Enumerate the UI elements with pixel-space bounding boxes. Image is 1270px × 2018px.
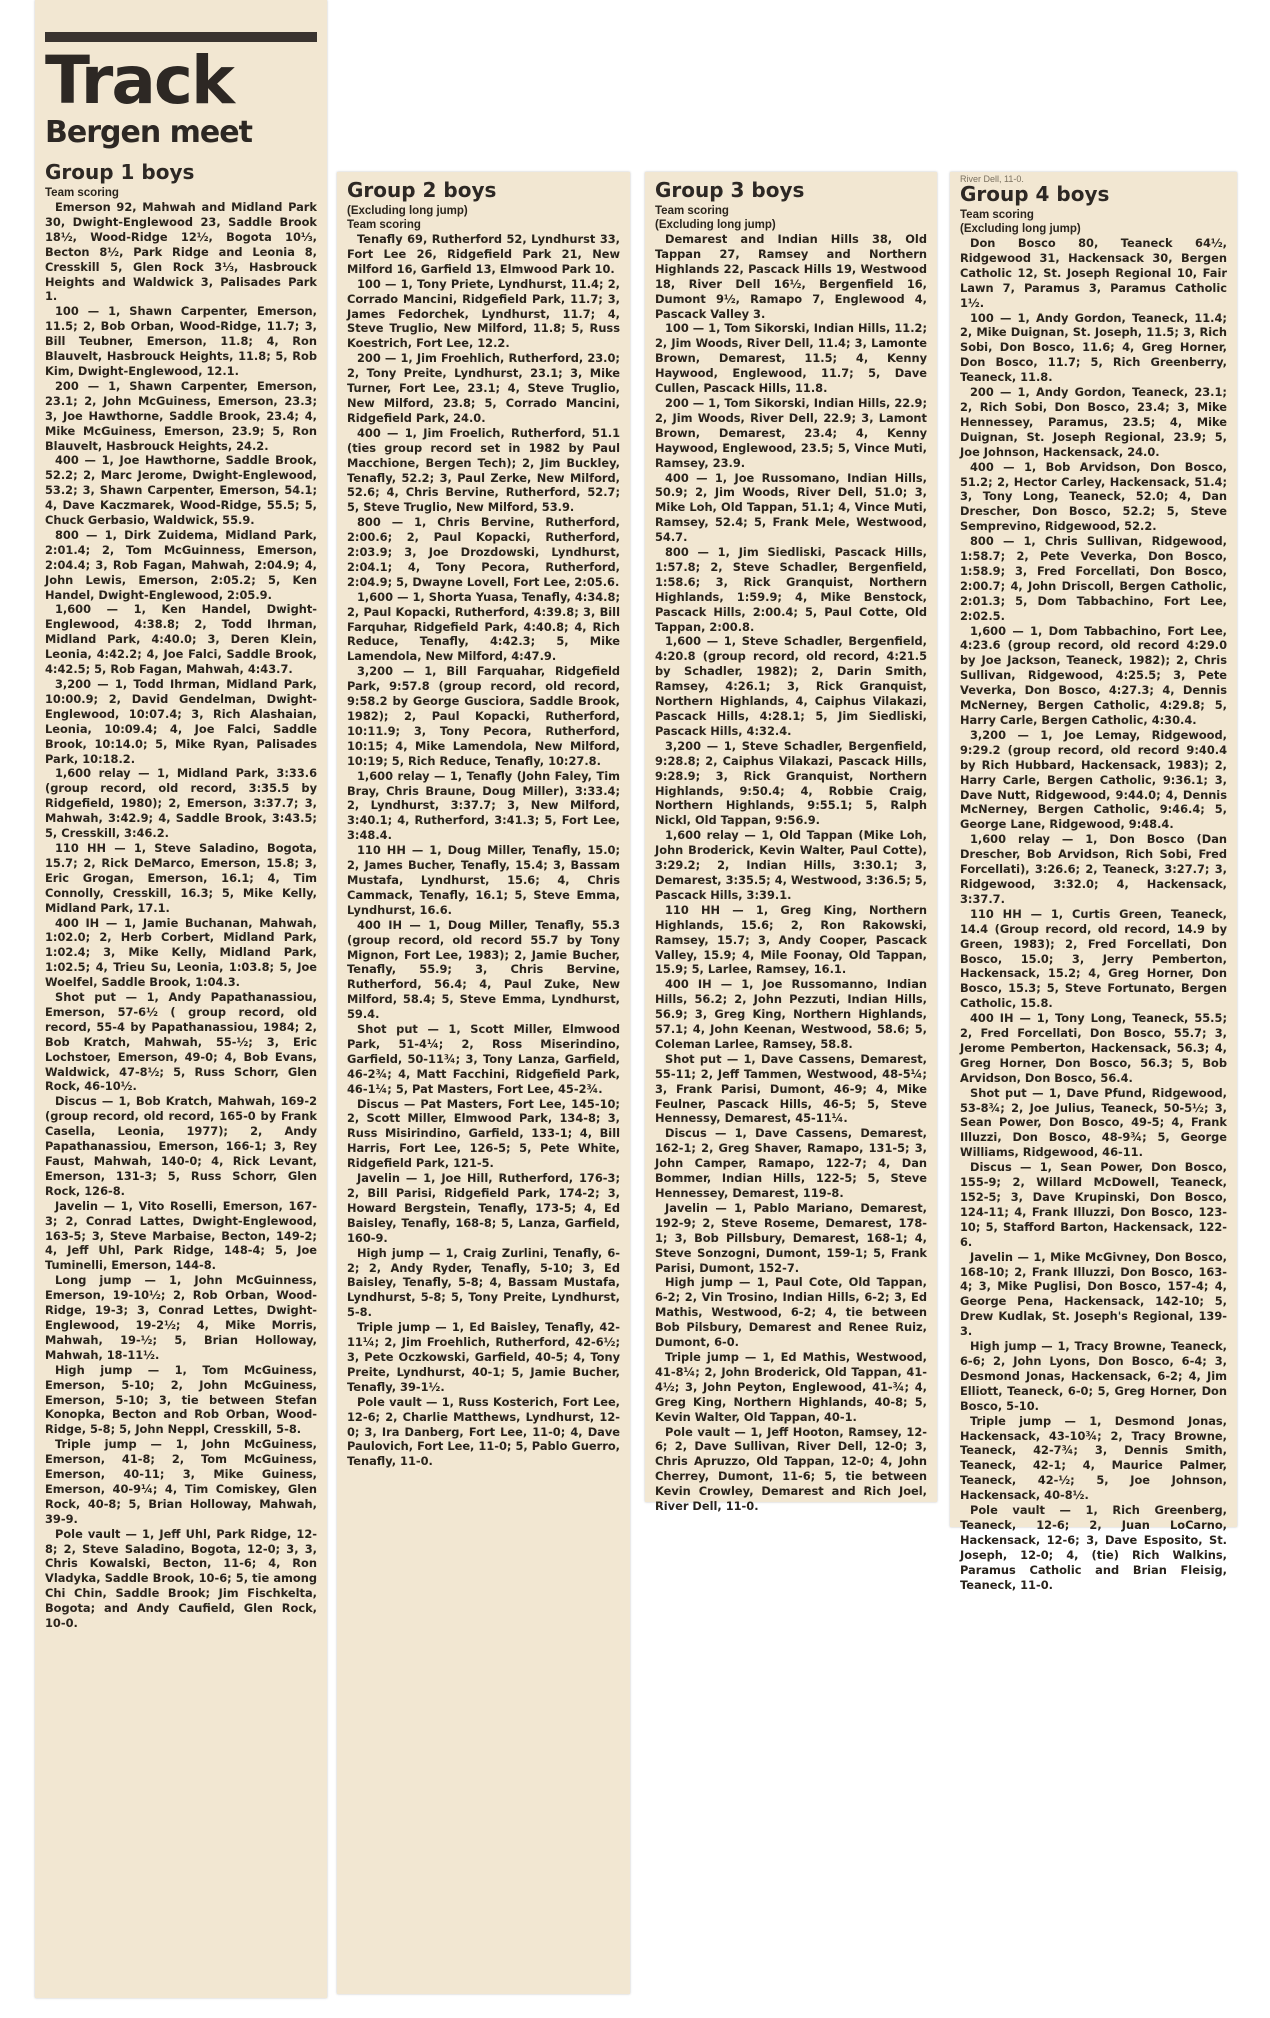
result-paragraph: Pole vault — 1, Rich Greenberg, Teaneck, 12-6; 2, Juan LoCarno, Hackensack, 12-6; 3, Dave Esposito, St. Joseph, 12-0; 4, (tie) Rich Walkins, Paramus Catholic and Brian Fleisig, Teaneck, 11-0. [960,1503,1227,1592]
result-paragraph: 3,200 — 1, Steve Schadler, Bergenfield, 9:28.8; 2, Caiphus Vilakazi, Pascack Hills, 9:28.9; 3, Rick Granquist, Northern Highlands, 9:50.4; 4, Robbie Craig, Northern Highlands, 9:55.1; 5, Ralph Nickl, Old Tappan, 9:56.9. [655,738,927,828]
result-paragraph: 1,600 relay — 1, Tenafly (John Faley, Tim Bray, Chris Braune, Doug Miller), 3:33.4; 2, Lyndhurst, 3:37.7; 3, New Milford, 3:40.1; 4, Rutherford, 3:41.3; 5, Fort Lee, 3:48.4. [347,768,620,843]
result-paragraph: Shot put — 1, Scott Miller, Elmwood Park, 51-4¼; 2, Ross Miserindino, Garfield, 50-11¾; 3, Tony Lanza, Garfield, 46-2¾; 4, Matt Facchini, Ridgefield Park, 46-1¼; 5, Pat Masters, Fort Lee, 45-2¾. [347,1022,620,1096]
clipping-group-3 [645,172,937,1514]
cut-off-fragment: River Dell, 11-0. [960,174,1024,184]
result-paragraph: 1,600 — 1, Steve Schadler, Bergenfield, 4:20.8 (group record, old record, 4:21.5 by Schadler, 1982); 2, Darin Smith, Ramsey, 4:26.1; 3, Rick Granquist, Northern Highlands, 4, Caiphus Vilakazi, Pascack Hills, 4:28.1; 5, Jim Siedliski, Pascack Hills, 4:32.4. [655,634,927,738]
result-paragraph: 800 — 1, Jim Siedliski, Pascack Hills, 1:57.8; 2, Steve Schadler, Bergenfield, 1:58.6; 3, Rick Granquist, Northern Highlands, 1:59.9; 4, Mike Benstock, Pascack Hills, 2:00.4; 5, Paul Cotte, Old Tappan, 2:00.8. [655,545,927,634]
result-paragraph: 100 — 1, Tom Sikorski, Indian Hills, 11.2; 2, Jim Woods, River Dell, 11.4; 3, Lamonte Brown, Demarest, 11.5; 4, Kenny Haywood, Englewood, 11.7; 5, Dave Cullen, Pascack Hills, 11.8. [655,321,927,396]
result-paragraph: High jump — 1, Tom McGuiness, Emerson, 5-10; 2, John McGuiness, Emerson, 5-10; 3, tie between Stefan Konopka, Becton and Rob Orban, Wood-Ridge, 5-8; 5, John Neppl, Cresskill, 5-8. [45,1362,317,1437]
result-paragraph: Triple jump — 1, Ed Mathis, Westwood, 41-8¼; 2, John Broderick, Old Tappan, 41-4½; 3, John Peyton, Englewood, 41-¾; 4, Greg King, Northern Highlands, 40-8; 5, Kevin Walter, Old Tappan, 40-1. [655,1349,927,1424]
result-paragraph: 400 IH — 1, Joe Russomanno, Indian Hills, 56.2; 2, John Pezzuti, Indian Hills, 56.9; 3, Greg King, Northern Highlands, 57.1; 4, John Keenan, Westwood, 58.6; 5, Coleman Larlee, Ramsey, 58.8. [655,977,927,1051]
result-paragraph: Discus — 1, Bob Kratch, Mahwah, 169-2 (group record, old record, 165-0 by Frank Casella, Leonia, 1977); 2, Andy Papathanassiou, Emerson, 166-1; 3, Rey Faust, Mahwah, 140-0; 4, Rick Levant, Emerson, 131-3; 5, Russ Schorr, Glen Rock, 126-8. [45,1094,317,1198]
group-label: Team scoring [45,187,119,199]
results-body [655,232,927,1514]
result-paragraph: 1,600 relay — 1, Midland Park, 3:33.6 (group record, old record, 3:35.5 by Ridgefield, 1980); 2, Emerson, 3:37.7; 3, Mahwah, 3:42.9; 4, Saddle Brook, 3:43.5; 5, Cresskill, 3:46.2. [45,766,317,841]
subheadline: Bergen meet [45,115,252,150]
clipping-group-1 [35,0,327,1998]
result-paragraph: 1,600 — 1, Dom Tabbachino, Fort Lee, 4:23.6 (group record, old record 4:29.0 by Joe Jackson, Teaneck, 1982); 2, Chris Sullivan, Ridgewood, 4:25.5; 3, Pete Veverka, Don Bosco, 4:27.3; 4, Dennis McNerney, Bergen Catholic, 4:29.8; 5, Harry Carle, Bergen Catholic, 4:30.4. [960,623,1227,727]
group-title: Group 2 boys [347,178,497,202]
group-label: Team scoring [655,205,729,217]
result-paragraph: 3,200 — 1, Joe Lemay, Ridgewood, 9:29.2 (group record, old record 9:40.4 by Rich Hubbard, Hackensack, 1983); 2, Harry Carle, Bergen Catholic, 9:36.1; 3, Dave Nutt, Ridgewood, 9:44.0; 4, Dennis McNerney, Bergen Catholic, 9:46.4; 5, George Lane, Ridgewood, 9:48.4. [960,727,1227,832]
result-paragraph: Shot put — 1, Andy Papathanassiou, Emerson, 57-6½ ( group record, old record, 55-4 by Papathanassiou, 1984; 2, Bob Kratch, Mahwah, 55-½; 3, Eric Lochstoer, Emerson, 49-0; 4, Bob Evans, Waldwick, 47-8½; 5, Russ Schorr, Glen Rock, 46-10½. [45,990,317,1094]
result-paragraph: Discus — 1, Sean Power, Don Bosco, 155-9; 2, Willard McDowell, Teaneck, 152-5; 3, Dave Krupinski, Don Bosco, 124-11; 4, Frank Illuzzi, Don Bosco, 123-10; 5, Stafford Barton, Hackensack, 122-6. [960,1160,1227,1249]
group-label: Team scoring [960,209,1034,221]
result-paragraph: Shot put — 1, Dave Pfund, Ridgewood, 53-8¾; 2, Joe Julius, Teaneck, 50-5½; 3, Sean Power, Don Bosco, 49-5; 4, Frank Illuzzi, Don Bosco, 48-9¾; 5, George Williams, Ridgewood, 46-11. [960,1085,1227,1160]
group-label: Team scoring [347,219,421,231]
result-paragraph: 200 — 1, Shawn Carpenter, Emerson, 23.1; 2, John McGuiness, Emerson, 23.3; 3, Joe Hawthorne, Saddle Brook, 23.4; 4, Mike McGuiness, Emerson, 23.9; 5, Ron Blauvelt, Hasbrouck Heights, 24.2. [45,378,317,453]
result-paragraph: Tenafly 69, Rutherford 52, Lyndhurst 33, Fort Lee 26, Ridgefield Park 21, New Milford 16, Garfield 13, Elmwood Park 10. [347,232,620,276]
clipping-group-4 [950,172,1237,1592]
result-paragraph: 3,200 — 1, Bill Farquahar, Ridgefield Park, 9:57.8 (group record, old record, 9:58.2 by George Gusciora, Saddle Brook, 1982); 2, Paul Kopacki, Rutherford, 10:11.9; 3, Tony Pecora, Rutherford, 10:15; 4, Mike Lamendola, New Milford, 10:19; 5, Rich Reduce, Tenafly, 10:27.8. [347,664,620,768]
result-paragraph: 1,600 — 1, Shorta Yuasa, Tenafly, 4:34.8; 2, Paul Kopacki, Rutherford, 4:39.8; 3, Bill Farquhar, Ridgefield Park, 4:40.8; 4, Rich Reduce, Tenafly, 4:42.3; 5, Mike Lamendola, New Milford, 4:47.9. [347,589,620,664]
result-paragraph: Javelin — 1, Pablo Mariano, Demarest, 192-9; 2, Steve Roseme, Demarest, 178-1; 3, Bob Pillsbury, Demarest, 168-1; 4, Steve Sonzogni, Dumont, 159-1; 5, Frank Parisi, Dumont, 152-7. [655,1200,927,1275]
result-paragraph: 800 — 1, Dirk Zuidema, Midland Park, 2:01.4; 2, Tom McGuinness, Emerson, 2:04.4; 3, Rob Fagan, Mahwah, 2:04.9; 4, John Lewis, Emerson, 2:05.2; 5, Ken Handel, Dwight-Englewood, 2:05.9. [45,527,317,602]
result-paragraph: Javelin — 1, Vito Roselli, Emerson, 167-3; 2, Conrad Lattes, Dwight-Englewood, 163-5; 3, Steve Marbaise, Becton, 149-2; 4, Jeff Uhl, Park Ridge, 148-4; 5, Joe Tuminelli, Emerson, 144-8. [45,1198,317,1273]
result-paragraph: Demarest and Indian Hills 38, Old Tappan 27, Ramsey and Northern Highlands 22, Pascack Hills 19, Westwood 18, River Dell 16½, Bergenfield 16, Dumont 9½, Ramapo 7, Englewood 4, Pascack Valley 3. [655,232,927,321]
header-rule [45,32,317,42]
result-paragraph: Pole vault — 1, Jeff Hooton, Ramsey, 12-6; 2, Dave Sullivan, River Dell, 12-0; 3, Chris Apruzzo, Old Tappan, 12-0; 4, John Cherrey, Dumont, 11-6; 5, tie between Kevin Crowley, Demarest and Rich Joel, River Dell, 11-0. [655,1424,927,1514]
result-paragraph: Pole vault — 1, Russ Kosterich, Fort Lee, 12-6; 2, Charlie Matthews, Lyndhurst, 12-0; 3, Ira Danberg, Fort Lee, 11-0; 4, Dave Paulovich, Fort Lee, 11-0; 5, Pablo Guerro, Tenafly, 11-0. [347,1394,620,1469]
clipping-group-2 [337,172,630,1994]
result-paragraph: Triple jump — 1, Ed Baisley, Tenafly, 42-11¼; 2, Jim Froehlich, Rutherford, 42-6½; 3, Pete Oczkowski, Garfield, 40-5; 4, Tony Preite, Lyndhurst, 40-1; 5, Jamie Bucher, Tenafly, 39-1½. [347,1320,620,1394]
results-body [960,236,1227,1592]
result-paragraph: 800 — 1, Chris Bervine, Rutherford, 2:00.6; 2, Paul Kopacki, Rutherford, 2:03.9; 3, Joe Drozdowski, Lyndhurst, 2:04.1; 4, Tony Pecora, Rutherford, 2:04.9; 5, Dwayne Lovell, Fort Lee, 2:05.6. [347,515,620,589]
result-paragraph: 200 — 1, Tom Sikorski, Indian Hills, 22.9; 2, Jim Woods, River Dell, 22.9; 3, Lamont Brown, Demarest, 23.4; 4, Kenny Haywood, Englewood, 23.5; 5, Vince Muti, Ramsey, 23.9. [655,395,927,470]
result-paragraph: Triple jump — 1, Desmond Jonas, Hackensack, 43-10¾; 2, Tracy Browne, Teaneck, 42-7¾; 3, Dennis Smith, Teaneck, 42-1; 4, Maurice Palmer, Teaneck, 42-½; 5, Joe Johnson, Hackensack, 40-8½. [960,1413,1227,1503]
result-paragraph: High jump — 1, Craig Zurlini, Tenafly, 6-2; 2, Andy Ryder, Tenafly, 5-10; 3, Ed Baisley, Tenafly, 5-8; 4, Bassam Mustafa, Lyndhurst, 5-8; 5, Tony Preite, Lyndhurst, 5-8. [347,1245,620,1320]
result-paragraph: 800 — 1, Chris Sullivan, Ridgewood, 1:58.7; 2, Pete Veverka, Don Bosco, 1:58.9; 3, Fred Forcellati, Don Bosco, 2:00.7; 4, John Driscoll, Bergen Catholic, 2:01.3; 5, Dom Tabbachino, Fort Lee, 2:02.5. [960,534,1227,623]
result-paragraph: Javelin — 1, Mike McGivney, Don Bosco, 168-10; 2, Frank Illuzzi, Don Bosco, 163-4; 3, Mike Puglisi, Don Bosco, 157-4; 4, George Pena, Hackensack, 142-10; 5, Drew Kudlak, St. Joseph's Regional, 139-3. [960,1249,1227,1339]
result-paragraph: Shot put — 1, Dave Cassens, Demarest, 55-11; 2, Jeff Tammen, Westwood, 48-5¼; 3, Frank Parisi, Dumont, 46-9; 4, Mike Feulner, Pascack Hills, 46-5; 5, Steve Hennessy, Demarest, 45-11¼. [655,1051,927,1126]
result-paragraph: Emerson 92, Mahwah and Midland Park 30, Dwight-Englewood 23, Saddle Brook 18½, Wood-Ridge 12½, Bogota 10⅓, Becton 8½, Park Ridge and Leonia 8, Cresskill 5, Glen Rock 3⅓, Hasbrouck Heights and Waldwick 3, Palisades Park 1. [45,200,317,304]
result-paragraph: Triple jump — 1, John McGuiness, Emerson, 41-8; 2, Tom McGuiness, Emerson, 40-11; 3, Mike Guiness, Emerson, 40-9¼; 4, Tim Comiskey, Glen Rock, 40-8; 5, Brian Holloway, Mahwah, 39-9. [45,1437,317,1526]
result-paragraph: Don Bosco 80, Teaneck 64½, Ridgewood 31, Hackensack 30, Bergen Catholic 12, St. Joseph Regional 10, Fair Lawn 7, Paramus 3, Paramus Catholic 1½. [960,236,1227,310]
group-title: Group 1 boys [45,160,195,184]
group-label: (Excluding long jump) [347,205,468,217]
result-paragraph: 1,600 relay — 1, Old Tappan (Mike Loh, John Broderick, Kevin Walter, Paul Cotte), 3:29.2; 2, Indian Hills, 3:30.1; 3, Demarest, 3:35.5; 4, Westwood, 3:36.5; 5, Pascack Hills, 3:39.1. [655,828,928,902]
result-paragraph: 1,600 relay — 1, Don Bosco (Dan Drescher, Bob Arvidson, Rich Sobi, Fred Forcellati), 3:26.6; 2, Teaneck, 3:27.7; 3, Ridgewood, 3:32.0; 4, Hackensack, 3:37.7. [960,832,1227,906]
group-title: Group 3 boys [655,178,805,202]
result-paragraph: 100 — 1, Andy Gordon, Teaneck, 11.4; 2, Mike Duignan, St. Joseph, 11.5; 3, Rich Sobi, Don Bosco, 11.6; 4, Greg Horner, Don Bosco, 11.7; 5, Rich Greenberry, Teaneck, 11.8. [960,310,1227,385]
group-label: (Excluding long jump) [960,223,1081,235]
result-paragraph: 400 IH — 1, Tony Long, Teaneck, 55.5; 2, Fred Forcellati, Don Bosco, 55.7; 3, Jerome Pemberton, Hackensack, 56.3; 4, Greg Horner, Don Bosco, 56.3; 5, Bob Arvidson, Don Bosco, 56.4. [960,1011,1227,1085]
result-paragraph: Pole vault — 1, Jeff Uhl, Park Ridge, 12-8; 2, Steve Saladino, Bogota, 12-0; 3, 3, Chris Kowalski, Becton, 11-6; 4, Ron Vladyka, Saddle Brook, 10-6; 5, tie among Chi Chin, Saddle Brook; Jim Fischkelta, Bogota; and Andy Caufield, Glen Rock, 10-0. [45,1526,317,1631]
result-paragraph: 400 — 1, Joe Hawthorne, Saddle Brook, 52.2; 2, Marc Jerome, Dwight-Englewood, 53.2; 3, Shawn Carpenter, Emerson, 54.1; 4, Dave Kaczmarek, Wood-Ridge, 55.5; 5, Chuck Gerbasio, Waldwick, 55.9. [45,453,317,528]
result-paragraph: 110 HH — 1, Greg King, Northern Highlands, 15.6; 2, Ron Rakowski, Ramsey, 15.7; 3, Andy Cooper, Pascack Valley, 15.9; 4, Mile Foonay, Old Tappan, 15.9; 5, Larlee, Ramsey, 16.1. [655,902,927,977]
result-paragraph: 110 HH — 1, Steve Saladino, Bogota, 15.7; 2, Rick DeMarco, Emerson, 15.8; 3, Eric Grogan, Emerson, 16.1; 4, Tim Connolly, Cresskill, 16.3; 5, Mike Kelly, Midland Park, 17.1. [45,840,317,915]
result-paragraph: 100 — 1, Tony Priete, Lyndhurst, 11.4; 2, Corrado Mancini, Ridgefield Park, 11.7; 3, James Fedorchek, Lyndhurst, 11.7; 4, Steve Truglio, New Milford, 11.8; 5, Russ Koestrich, Fort Lee, 12.2. [347,276,620,351]
result-paragraph: 200 — 1, Andy Gordon, Teaneck, 23.1; 2, Rich Sobi, Don Bosco, 23.4; 3, Mike Hennessey, Paramus, 23.5; 4, Mike Duignan, St. Joseph Regional, 23.9; 5, Joe Johnson, Hackensack, 24.0. [960,385,1227,459]
result-paragraph: 1,600 — 1, Ken Handel, Dwight-Englewood, 4:38.8; 2, Todd Ihrman, Midland Park, 4:40.0; 3, Deren Klein, Leonia, 4:42.2; 4, Joe Falci, Saddle Brook, 4:42.5; 5, Rob Fagan, Mahwah, 4:43.7. [45,602,317,677]
result-paragraph: 3,200 — 1, Todd Ihrman, Midland Park, 10:00.9; 2, David Gendelman, Dwight-Englewood, 10:07.4; 3, Rich Alashaian, Leonia, 10:09.4; 4, Joe Falci, Saddle Brook, 10:14.0; 5, Mike Ryan, Palisades Park, 10:18.2. [45,677,317,766]
result-paragraph: High jump — 1, Tracy Browne, Teaneck, 6-6; 2, John Lyons, Don Bosco, 6-4; 3, Desmond Jonas, Hackensack, 6-2; 4, Jim Elliott, Teaneck, 6-0; 5, Greg Horner, Don Bosco, 5-10. [960,1339,1227,1413]
group-label: (Excluding long jump) [655,219,776,231]
results-body [347,232,620,1469]
result-paragraph: Long jump — 1, John McGuinness, Emerson, 19-10½; 2, Rob Orban, Wood-Ridge, 19-3; 3, Conrad Lettes, Dwight-Englewood, 19-2½; 4, Mike Morris, Mahwah, 19-½; 5, Brian Holloway, Mahwah, 18-11½. [45,1273,317,1362]
result-paragraph: High jump — 1, Paul Cote, Old Tappan, 6-2; 2, Vin Trosino, Indian Hills, 6-2; 3, Ed Mathis, Westwood, 6-2; 4, tie between Bob Pilsbury, Demarest and Renee Ruiz, Dumont, 6-0. [655,1275,927,1350]
result-paragraph: Discus — Pat Masters, Fort Lee, 145-10; 2, Scott Miller, Elmwood Park, 134-8; 3, Russ Misirindino, Garfield, 133-1; 4, Bill Harris, Fort Lee, 126-5; 5, Pete White, Ridgefield Park, 121-5. [347,1096,620,1171]
result-paragraph: 400 — 1, Bob Arvidson, Don Bosco, 51.2; 2, Hector Carley, Hackensack, 51.4; 3, Tony Long, Teaneck, 52.0; 4, Dan Drescher, Don Bosco, 52.2; 5, Steve Semprevino, Ridgewood, 52.2. [960,459,1227,534]
result-paragraph: 200 — 1, Jim Froehlich, Rutherford, 23.0; 2, Tony Preite, Lyndhurst, 23.1; 3, Mike Turner, Fort Lee, 23.1; 4, Steve Truglio, New Milford, 23.8; 5, Corrado Mancini, Ridgefield Park, 24.0. [347,351,620,425]
result-paragraph: 110 HH — 1, Doug Miller, Tenafly, 15.0; 2, James Bucher, Tenafly, 15.4; 3, Bassam Mustafa, Lyndhurst, 15.6; 4, Chris Cammack, Tenafly, 16.1; 5, Steve Emma, Lyndhurst, 16.6. [347,843,620,917]
group-title: Group 4 boys [960,182,1110,206]
results-body [45,200,317,1631]
result-paragraph: 400 — 1, Joe Russomano, Indian Hills, 50.9; 2, Jim Woods, River Dell, 51.0; 3, Mike Loh, Old Tappan, 51.1; 4, Vince Muti, Ramsey, 52.4; 5, Frank Mele, Westwood, 54.7. [655,470,927,545]
result-paragraph: 400 IH — 1, Doug Miller, Tenafly, 55.3 (group record, old record 55.7 by Tony Mignon, Fort Lee, 1983); 2, Jamie Bucher, Tenafly, 55.9; 3, Chris Bervine, Rutherford, 56.4; 4, Paul Zuke, New Milford, 58.4; 5, Steve Emma, Lyndhurst, 59.4. [347,917,620,1022]
result-paragraph: 400 IH — 1, Jamie Buchanan, Mahwah, 1:02.0; 2, Herb Corbert, Midland Park, 1:02.4; 3, Mike Kelly, Midland Park, 1:02.5; 4, Trieu Su, Leonia, 1:03.8; 5, Joe Woelfel, Saddle Brook, 1:04.3. [45,915,317,990]
headline: Track [45,42,233,119]
result-paragraph: Discus — 1, Dave Cassens, Demarest, 162-1; 2, Greg Shaver, Ramapo, 131-5; 3, John Camper, Ramapo, 122-7; 4, Dan Bommer, Indian Hills, 122-5; 5, Steve Hennessey, Demarest, 119-8. [655,1126,927,1200]
result-paragraph: Javelin — 1, Joe Hill, Rutherford, 176-3; 2, Bill Parisi, Ridgefield Park, 174-2; 3, Howard Bergstein, Tenafly, 173-5; 4, Ed Baisley, Tenafly, 168-8; 5, Lanza, Garfield, 160-9. [347,1171,620,1245]
result-paragraph: 110 HH — 1, Curtis Green, Teaneck, 14.4 (Group record, old record, 14.9 by Green, 1983); 2, Fred Forcellati, Don Bosco, 15.0; 3, Jerry Pemberton, Hackensack, 15.2; 4, Greg Horner, Don Bosco, 15.3; 5, Steve Fortunato, Bergen Catholic, 15.8. [960,906,1227,1011]
result-paragraph: 100 — 1, Shawn Carpenter, Emerson, 11.5; 2, Bob Orban, Wood-Ridge, 11.7; 3, Bill Teubner, Emerson, 11.8; 4, Ron Blauvelt, Hasbrouck Heights, 11.8; 5, Rob Kim, Dwight-Englewood, 12.1. [45,304,317,378]
result-paragraph: 400 — 1, Jim Froelich, Rutherford, 51.1 (ties group record set in 1982 by Paul Macchione, Bergen Tech); 2, Jim Buckley, Tenafly, 52.2; 3, Paul Zerke, New Milford, 52.6; 4, Chris Bervine, Rutherford, 52.7; 5, Steve Truglio, New Milford, 53.9. [347,425,620,515]
